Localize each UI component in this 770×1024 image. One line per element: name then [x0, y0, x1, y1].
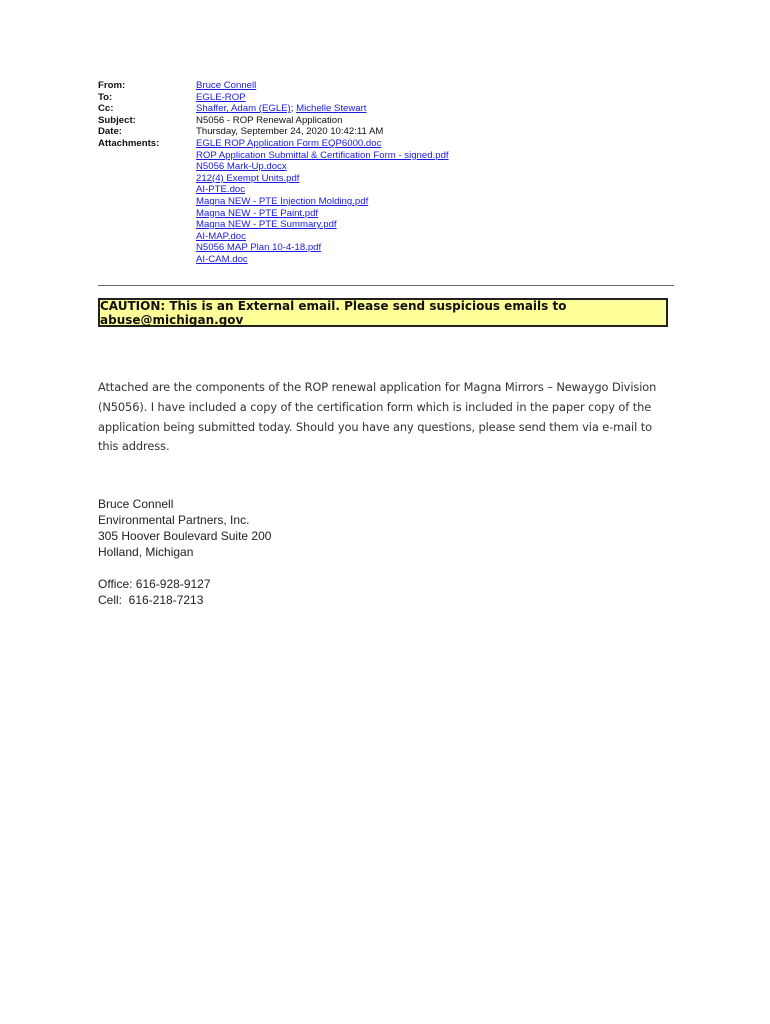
caution-banner: [98, 298, 668, 327]
attachment-link[interactable]: AI-CAM.doc: [196, 253, 248, 265]
attachments-label: Attachments:: [98, 137, 160, 149]
email-header: [98, 80, 678, 266]
attachment-link[interactable]: Magna NEW - PTE Injection Molding.pdf: [196, 195, 369, 207]
date-row: [98, 126, 678, 138]
attachment-link[interactable]: Magna NEW - PTE Paint.pdf: [196, 207, 319, 219]
signature-cell-phone: Cell: 616-218-7213: [98, 593, 204, 607]
attachment-link[interactable]: AI-PTE.doc: [196, 184, 246, 196]
signature-name: Bruce Connell: [98, 497, 174, 511]
subject-value: N5056 - ROP Renewal Application: [196, 114, 343, 126]
to-row: [98, 92, 678, 104]
signature-city: Holland, Michigan: [98, 545, 194, 559]
attachment-link[interactable]: ROP Application Submittal & Certification Form - signed.pdf: [196, 149, 449, 161]
subject-label: Subject:: [98, 114, 136, 126]
cc-link[interactable]: Shaffer, Adam (EGLE): [196, 103, 291, 115]
cc-row: [98, 103, 678, 115]
to-link[interactable]: EGLE-ROP: [196, 91, 246, 103]
cc-label: Cc:: [98, 103, 114, 115]
attachments-row: [98, 138, 678, 266]
signature-company: Environmental Partners, Inc.: [98, 513, 250, 527]
to-label: To:: [98, 91, 113, 103]
signature-address: 305 Hoover Boulevard Suite 200: [98, 529, 272, 543]
date-label: Date:: [98, 126, 122, 138]
signature-spacer: [98, 560, 271, 576]
attachments-list: [196, 138, 678, 266]
attachment-link[interactable]: AI-MAP.doc: [196, 230, 246, 242]
subject-row: [98, 115, 678, 127]
from-label: From:: [98, 80, 126, 91]
header-divider: [98, 285, 674, 286]
attachment-link[interactable]: EGLE ROP Application Form EQP6000.doc: [196, 137, 382, 149]
cc-link[interactable]: Michelle Stewart: [296, 103, 367, 115]
attachment-link[interactable]: N5056 Mark-Up.docx: [196, 161, 287, 173]
attachment-link[interactable]: N5056 MAP Plan 10-4-18.pdf: [196, 242, 322, 254]
signature-office-phone: Office: 616-928-9127: [98, 577, 211, 591]
signature-block: [98, 496, 271, 608]
caution-text: CAUTION: This is an External email. Please send suspicious emails to abuse@michigan.gov: [100, 298, 567, 327]
from-link[interactable]: Bruce Connell: [196, 80, 257, 91]
from-row: [98, 80, 678, 92]
attachment-link[interactable]: 212(4) Exempt Units.pdf: [196, 172, 300, 184]
date-value: Thursday, September 24, 2020 10:42:11 AM: [196, 126, 384, 138]
email-body: Attached are the components of the ROP renewal application for Magna Mirrors – Newaygo Division (N5056). I have included a copy of the certification form which is included in the paper copy of the application being submitted today. Should you have any questions, please send them via e-mail to this address.: [98, 380, 657, 454]
attachment-link[interactable]: Magna NEW - PTE Summary.pdf: [196, 219, 337, 231]
cc-separator: ;: [290, 103, 297, 115]
